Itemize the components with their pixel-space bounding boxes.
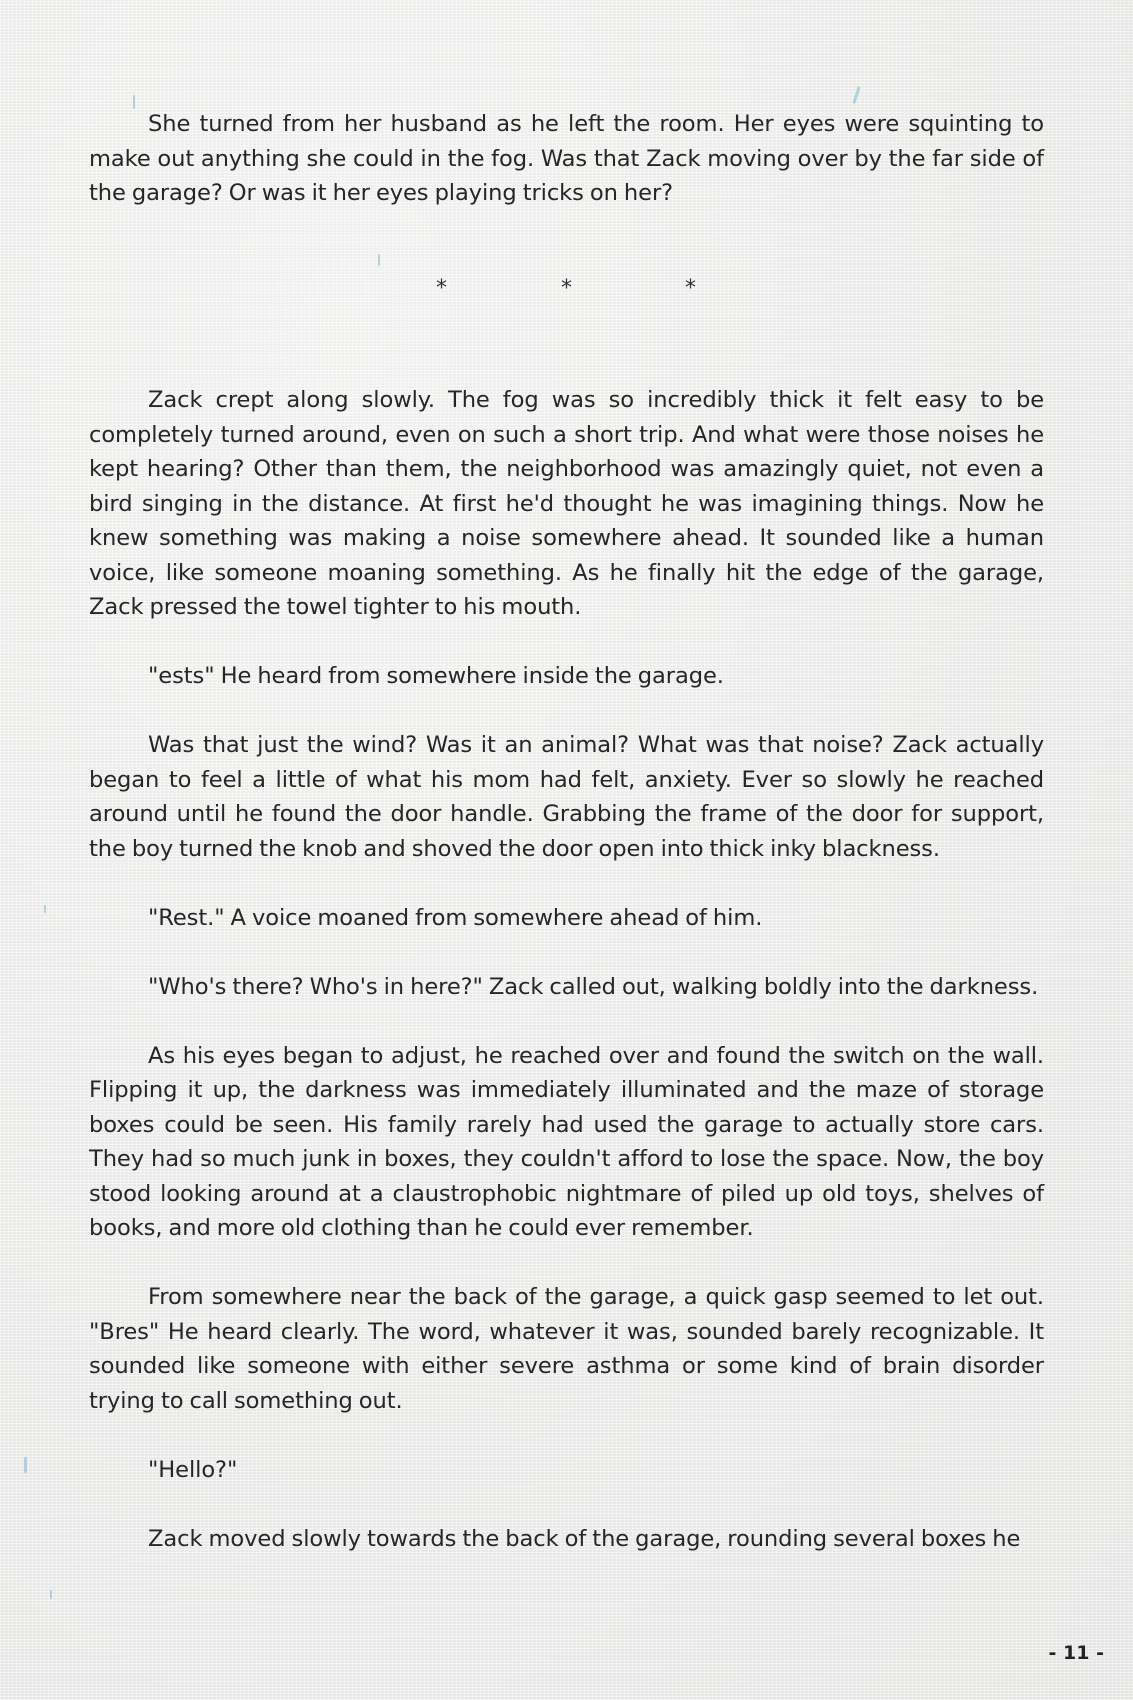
page-number: - 11 - [1048, 1642, 1104, 1664]
paragraph: "Hello?" [148, 1456, 238, 1483]
paragraph: "ests" He heard from somewhere inside the garage. [148, 663, 724, 689]
paragraph: "Who's there? Who's in here?" Zack called out, walking boldly into the darkness. [148, 973, 1039, 1000]
paper-speck [852, 86, 860, 104]
text-block-main [89, 383, 1044, 1556]
scene-break-star: * [685, 276, 696, 301]
paper-speck [50, 1590, 52, 1599]
text-block-top [89, 107, 1044, 211]
paper-speck [24, 1457, 27, 1473]
paper-speck [44, 905, 46, 913]
scene-break-star: * [561, 276, 572, 301]
scene-break-star: * [436, 276, 447, 301]
paragraph: She turned from her husband as he left the room. Her eyes were squinting to make out anything she could in the fog. Was that Zack moving over by the far side of the garage? Or was it her eyes playing tricks on her? [89, 111, 1044, 206]
paragraph: "Rest." A voice moaned from somewhere ahead of him. [148, 904, 763, 931]
paragraph: Zack crept along slowly. The fog was so incredibly thick it felt easy to be completely turned around, even on such a short trip. And what were those noises he kept hearing? Other than them, the neighborhood was amazingly quiet, not even a bird singing in the distance. At first he'd thought he was imagining things. Now he knew something was making a noise somewhere ahead. It sounded like a human voice, like someone moaning something. As he finally hit the edge of the garage, Zack pressed the towel tighter to his mouth. [89, 387, 1044, 620]
scene-break [0, 276, 1133, 310]
paragraph: From somewhere near the back of the garage, a quick gasp seemed to let out. "Bres" He heard clearly. The word, whatever it was, sounded barely recognizable. It sounded like someone with either severe asthma or some kind of brain disorder trying to call something out. [89, 1284, 1044, 1414]
paragraph: Zack moved slowly towards the back of the garage, rounding several boxes he [148, 1525, 1021, 1552]
paragraph: As his eyes began to adjust, he reached over and found the switch on the wall. Flipping it up, the darkness was immediately illuminated and the maze of storage boxes could be seen. His family rarely had used the garage to actually store cars. They had so much junk in boxes, they couldn't afford to lose the space. Now, the boy stood looking around at a claustrophobic nightmare of piled up old toys, shelves of books, and more old clothing than he could ever remember. [89, 1042, 1044, 1241]
paper-speck [378, 254, 380, 266]
paragraph: Was that just the wind? Was it an animal? What was that noise? Zack actually began to feel a little of what his mom had felt, anxiety. Ever so slowly he reached around until he found the door handle. Grabbing the frame of the door for support, the boy turned the knob and shoved the door open into thick inky blackness. [89, 732, 1044, 862]
